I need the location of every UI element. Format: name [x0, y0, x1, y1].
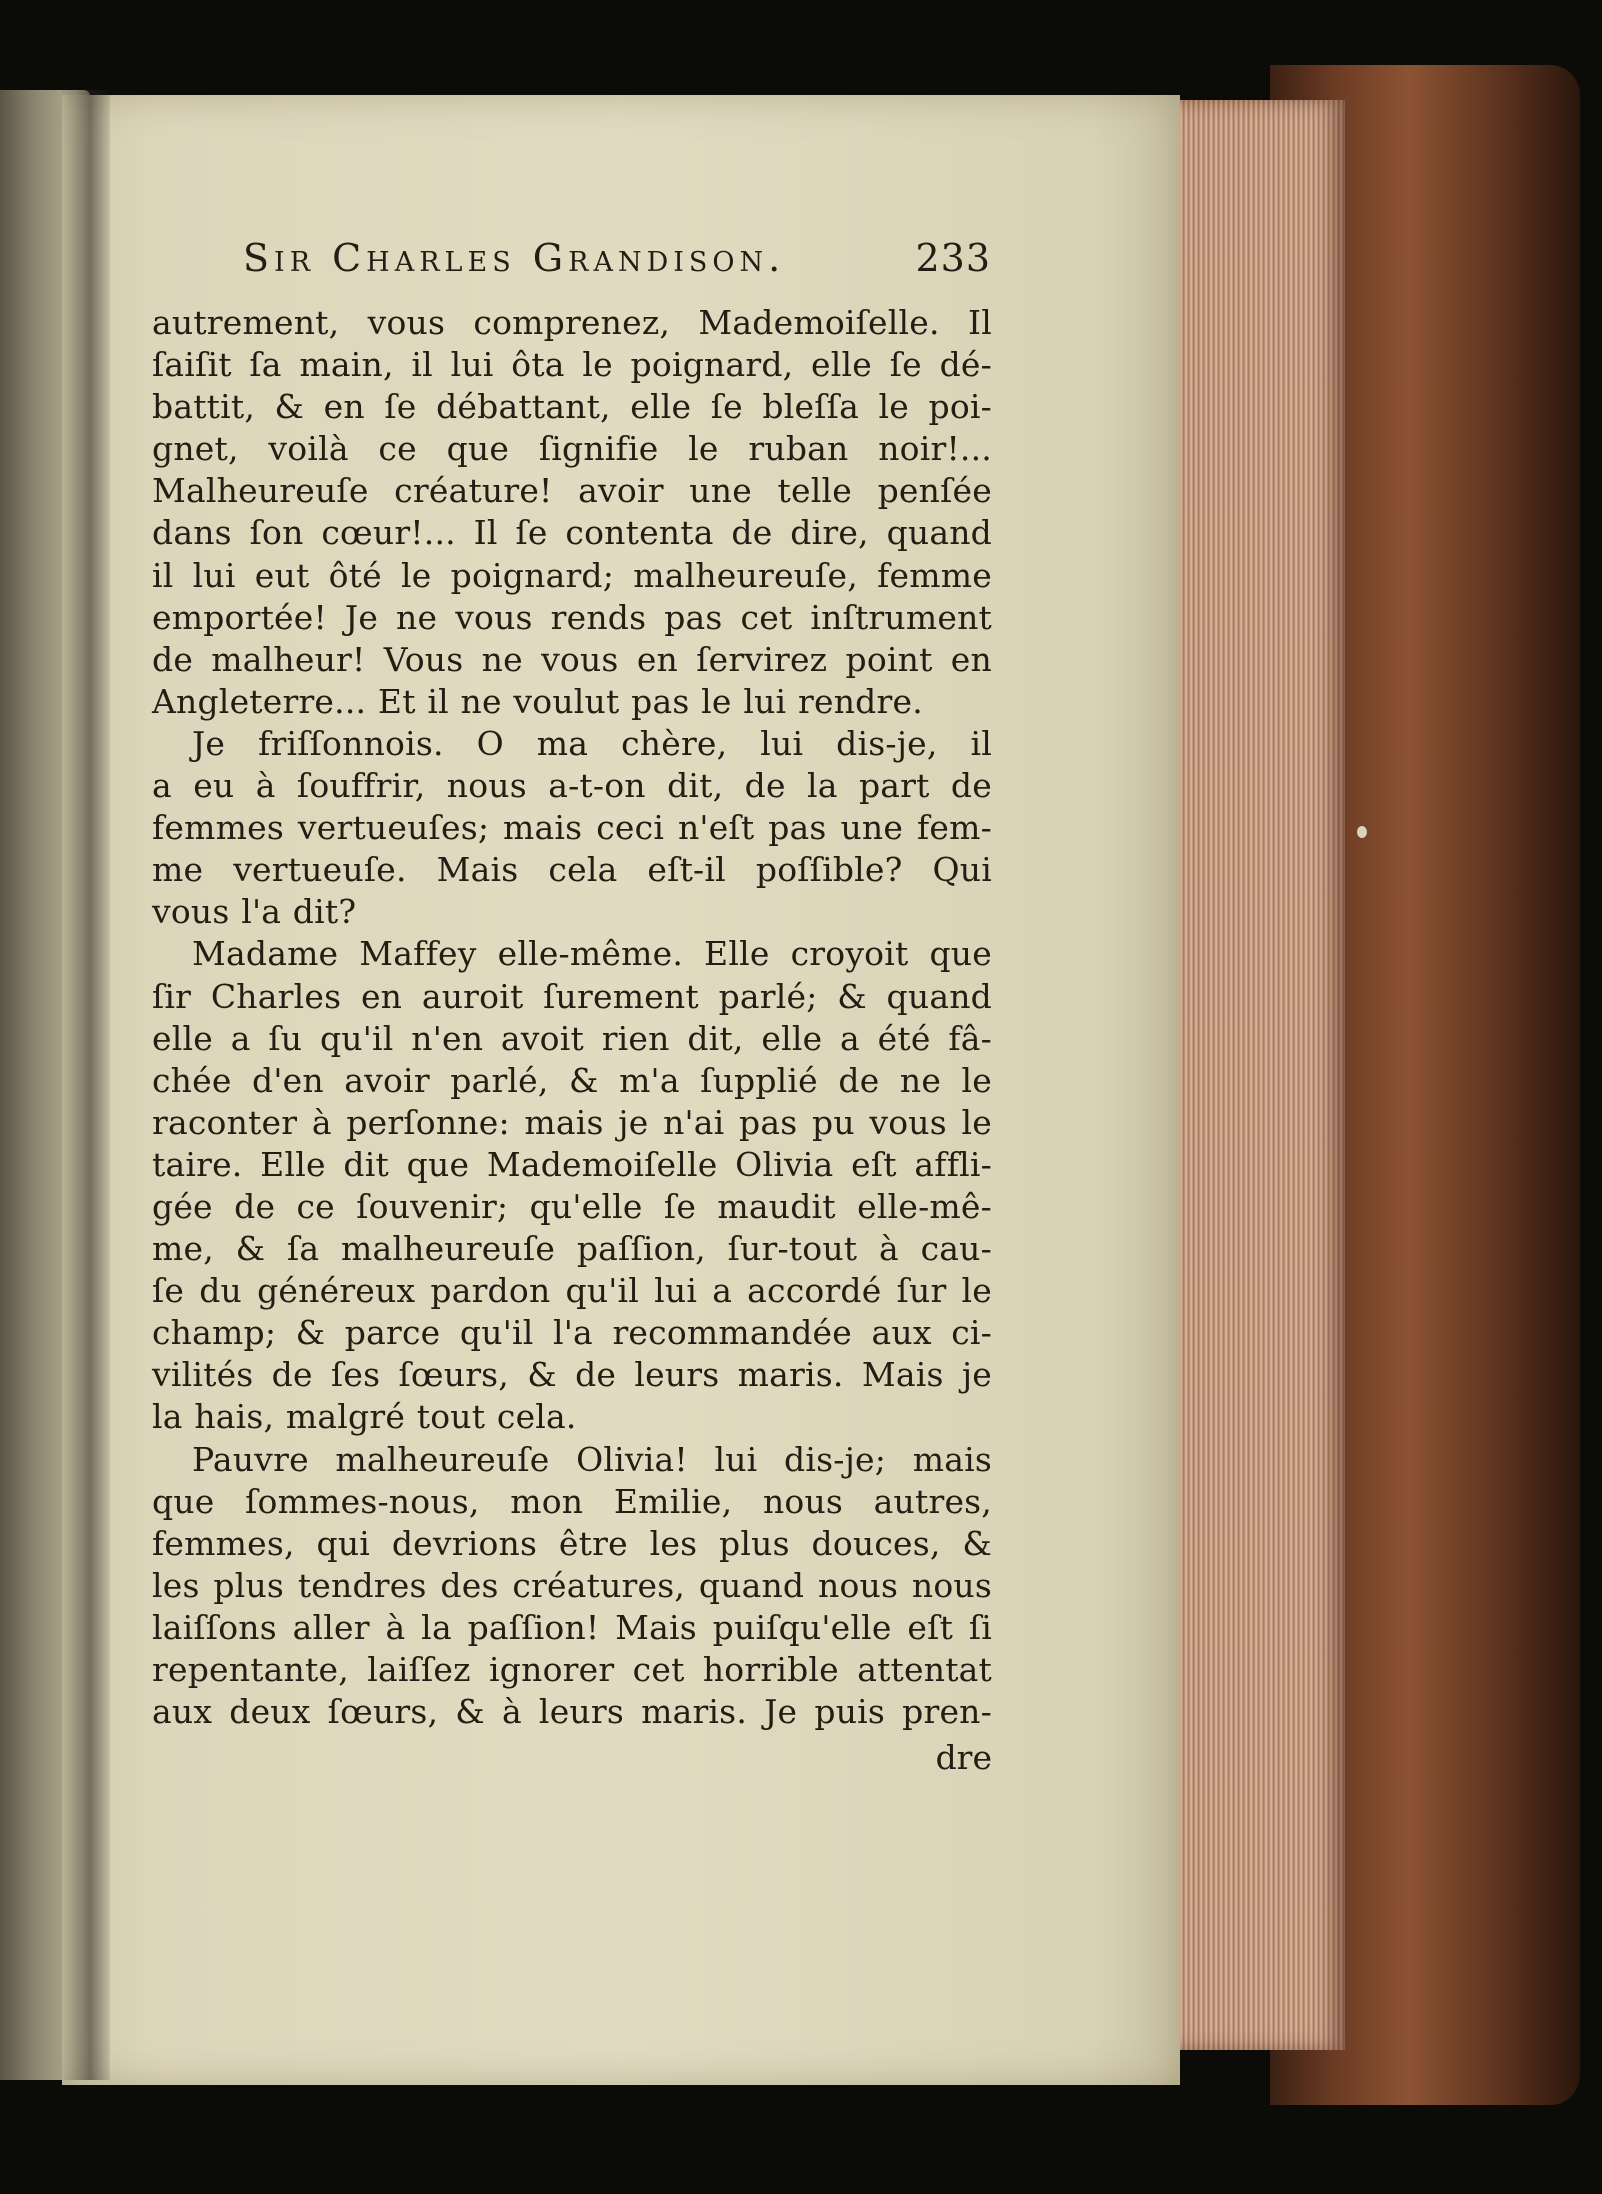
text-line: Madame Maffey elle-même. Elle croyoit que — [192, 934, 992, 974]
text-line: me, & ſa malheureuſe paſſion, ſur-tout à cau- — [152, 1229, 992, 1269]
text-line: Je friſſonnois. O ma chère, lui dis-je, il — [192, 723, 992, 763]
text-line: dans ſon cœur!... Il ſe contenta de dire, quand — [152, 513, 992, 553]
text-line: Malheureuſe créature! avoir une telle penſée — [152, 471, 992, 511]
text-line: chée d'en avoir parlé, & m'a ſupplié de ne le — [152, 1060, 992, 1100]
text-line: de malheur! Vous ne vous en ſervirez point en — [152, 639, 992, 679]
text-line: repentante, laiſſez ignorer cet horrible attentat — [152, 1650, 992, 1689]
text-line: ſe du généreux pardon qu'il lui a accordé ſur le — [152, 1271, 992, 1311]
catchword: dre — [935, 1738, 992, 1777]
text-line: gée de ce ſouvenir; qu'elle ſe maudit elle-mê- — [152, 1186, 992, 1226]
running-title: Sir Charles Grandison. — [243, 236, 786, 280]
page-fore-edge — [1165, 100, 1345, 2050]
text-line: raconter à perſonne: mais je n'ai pas pu vous le — [152, 1102, 992, 1142]
text-line: laiſſons aller à la paſſion! Mais puiſqu'elle eſt ſi — [152, 1607, 992, 1647]
text-line: la hais, malgré tout cela. — [152, 1397, 577, 1437]
text-line: vilités de ſes ſœurs, & de leurs maris. Mais je — [152, 1355, 992, 1395]
text-line: ſaiſit ſa main, il lui ôta le poignard, elle ſe dé- — [152, 345, 992, 385]
body-text — [152, 302, 992, 1733]
gutter-shadow — [60, 90, 110, 2080]
text-line: me vertueuſe. Mais cela eſt-il poſſible? Qui — [152, 850, 992, 890]
text-line: gnet, voilà ce que ſignifie le ruban noir!... — [152, 429, 992, 469]
page-header — [243, 236, 991, 292]
page-number: 233 — [915, 236, 991, 280]
text-line: les plus tendres des créatures, quand nous nous — [152, 1565, 992, 1605]
text-line: a eu à ſouffrir, nous a-t-on dit, de la part de — [152, 766, 992, 806]
text-line: aux deux ſœurs, & à leurs maris. Je puis pren- — [152, 1692, 992, 1732]
text-line: champ; & parce qu'il l'a recommandée aux ci- — [152, 1313, 992, 1353]
text-line: autrement, vous comprenez, Mademoiſelle. Il — [152, 303, 992, 342]
text-line: femmes, qui devrions être les plus douces, & — [152, 1523, 992, 1563]
text-line: ſir Charles en auroit ſurement parlé; & quand — [152, 976, 992, 1016]
text-line: taire. Elle dit que Mademoiſelle Olivia eſt affli- — [152, 1144, 992, 1184]
text-line: vous l'a dit? — [152, 892, 357, 932]
text-line: battit, & en ſe débattant, elle ſe bleſſa le poi- — [152, 387, 992, 427]
text-line: Angleterre... Et il ne voulut pas le lui rendre. — [152, 681, 923, 721]
text-line: emportée! Je ne vous rends pas cet inſtrument — [152, 597, 992, 637]
text-line: femmes vertueuſes; mais ceci n'eſt pas une fem- — [152, 808, 992, 848]
text-line: que ſommes-nous, mon Emilie, nous autres, — [152, 1481, 992, 1521]
text-line: Pauvre malheureuſe Olivia! lui dis-je; mais — [192, 1439, 992, 1479]
text-line: il lui eut ôté le poignard; malheureuſe, femme — [152, 555, 992, 595]
text-line: elle a ſu qu'il n'en avoit rien dit, elle a été fâ- — [152, 1018, 992, 1058]
cover-pin — [1357, 826, 1367, 838]
